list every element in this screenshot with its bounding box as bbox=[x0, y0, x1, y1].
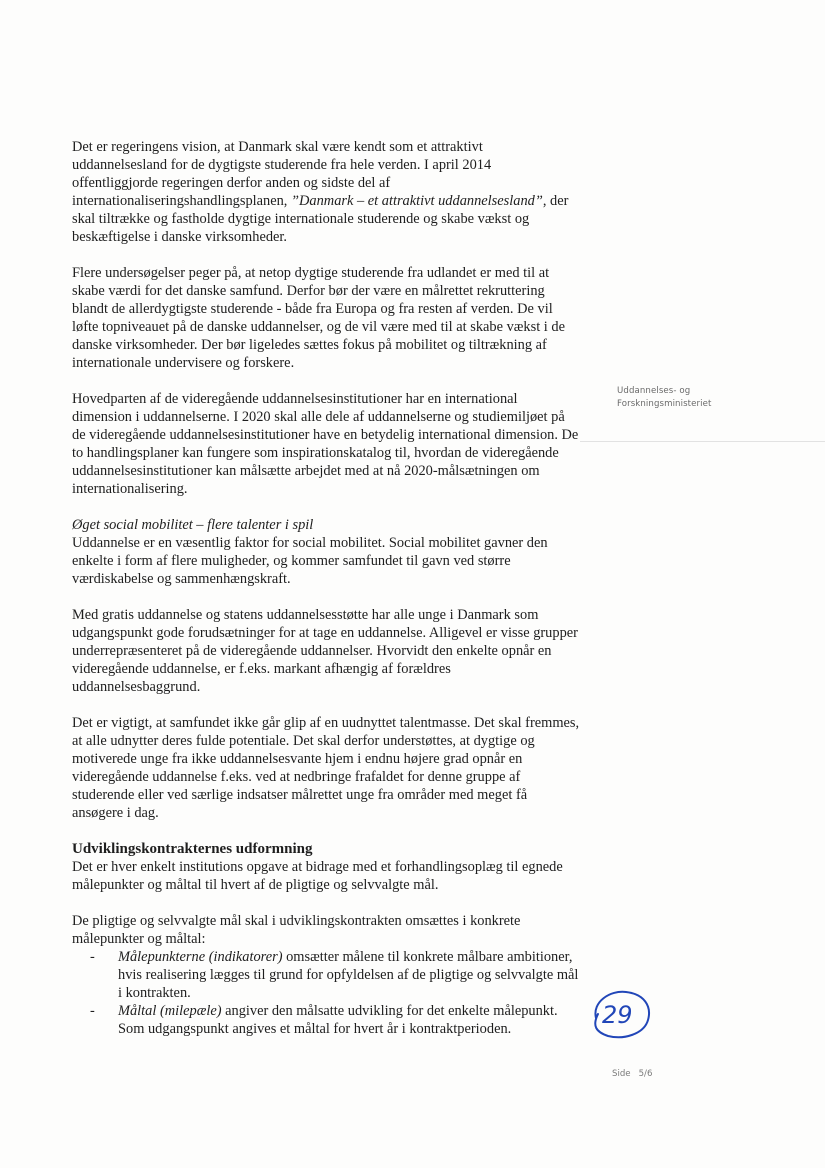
bullet-list bbox=[72, 948, 580, 1038]
paragraph-goals: De pligtige og selvvalgte mål skal i udviklingskontrakten omsættes i konkrete målepunkter og måltal: bbox=[72, 913, 521, 947]
text-run: , der skal tiltrække og fastholde dygtige internationale studerende og skabe vækst og beskæftigelse i danske virksomheder. bbox=[72, 193, 569, 245]
page-number bbox=[612, 1069, 652, 1079]
ministry-label bbox=[617, 385, 712, 411]
margin-divider bbox=[580, 441, 825, 442]
circled-number-icon bbox=[586, 984, 654, 1042]
list-item bbox=[118, 1002, 580, 1038]
bullet-term: Måltal (milepæle) bbox=[118, 1003, 222, 1019]
paragraph-vision bbox=[72, 138, 580, 246]
paragraph-international-dimension: Hovedparten af de videregående uddannelsesinstitutioner har en international dimension i uddannelserne. I 2020 skal alle dele af uddannelserne og studiemiljøet på de videregående uddannelsesinstitutioner have en betydelig international dimension. De to handlingsplaner kan fungere som inspirationskatalog til, hvordan de videregående uddannelsesinstitutioner kan målsætte arbejdet med at nå 2020-målsætningen om internationalisering. bbox=[72, 391, 579, 497]
ministry-line: Forskningsministeriet bbox=[617, 399, 712, 409]
document-body bbox=[72, 138, 580, 1038]
paragraph-recruitment: Flere undersøgelser peger på, at netop dygtige studerende fra udlandet er med til at skabe værdi for det danske samfund. Derfor bør der være en målrettet rekruttering blandt de allerdygtigste studerende - både fra Europa og fra resten af verden. De vil løfte topniveauet på de danske uddannelser, og de vil være med til at skabe vækst i de danske virksomheder. Der bør ligeledes sættes fokus på mobilitet og tiltrækning af internationale undervisere og forskere. bbox=[72, 265, 565, 371]
list-item bbox=[118, 948, 580, 1002]
plan-title: ”Danmark – et attraktivt uddannelsesland” bbox=[291, 193, 543, 209]
paragraph-institution-task: Det er hver enkelt institutions opgave at bidrage med et forhandlingsoplæg til egnede målepunkter og måltal til hvert af de pligtige og selvvalgte mål. bbox=[72, 859, 563, 893]
bullet-text: angiver den målsatte udvikling for det enkelte målepunkt. Som udgangspunkt angives et måltal for hvert år i kontraktperioden. bbox=[118, 1003, 558, 1037]
bullet-text: omsætter målene til konkrete målbare ambitioner, hvis realisering lægges til grund for opfyldelsen af de pligtige og selvvalgte mål i kontrakten. bbox=[118, 949, 579, 1001]
section-heading: Udviklingskontrakternes udformning bbox=[72, 841, 313, 857]
paragraph-social-mobility: Uddannelse er en væsentlig faktor for social mobilitet. Social mobilitet gavner den enkelte i form af flere muligheder, og kommer samfundet til gavn ved større værdiskabelse og sammenhængskraft. bbox=[72, 535, 548, 587]
text-run: Det er regeringens vision, at Danmark skal være kendt som et attraktivt uddannelsesland for de dygtigste studerende fra hele verden. I april 2014 offentliggjorde regeringen derfor anden og sidste del af internationaliseringshandlingsplanen, bbox=[72, 139, 492, 209]
ministry-line: Uddannelses- og bbox=[617, 386, 691, 396]
page-count: 5/6 bbox=[638, 1069, 653, 1079]
paragraph-free-education: Med gratis uddannelse og statens uddannelsesstøtte har alle unge i Danmark som udgangspunkt gode forudsætninger for at tage en uddannelse. Alligevel er visse grupper underrepræsenteret på de videregående uddannelser. Hvorvidt den enkelte opnår en videregående uddannelse, er f.eks. markant afhængig af forældres uddannelsesbaggrund. bbox=[72, 607, 578, 695]
bullet-term: Målepunkterne (indikatorer) bbox=[118, 949, 283, 965]
page-label: Side bbox=[612, 1069, 631, 1079]
handwritten-page-mark bbox=[586, 984, 654, 1047]
svg-text:29: 29 bbox=[602, 1001, 633, 1029]
subheading-social-mobility: Øget social mobilitet – flere talenter i spil bbox=[72, 517, 314, 533]
paragraph-talent: Det er vigtigt, at samfundet ikke går glip af en uudnyttet talentmasse. Det skal fremmes, at alle udnytter deres fulde potentiale. Det skal derfor understøttes, at dygtige og motiverede unge fra ikke uddannelsesvante hjem i endnu højere grad opnår en videregående uddannelse f.eks. ved at nedbringe frafaldet for denne gruppe af studerende eller ved særlige indsatser målrettet unge fra områder med meget få ansøgere i dag. bbox=[72, 715, 580, 821]
